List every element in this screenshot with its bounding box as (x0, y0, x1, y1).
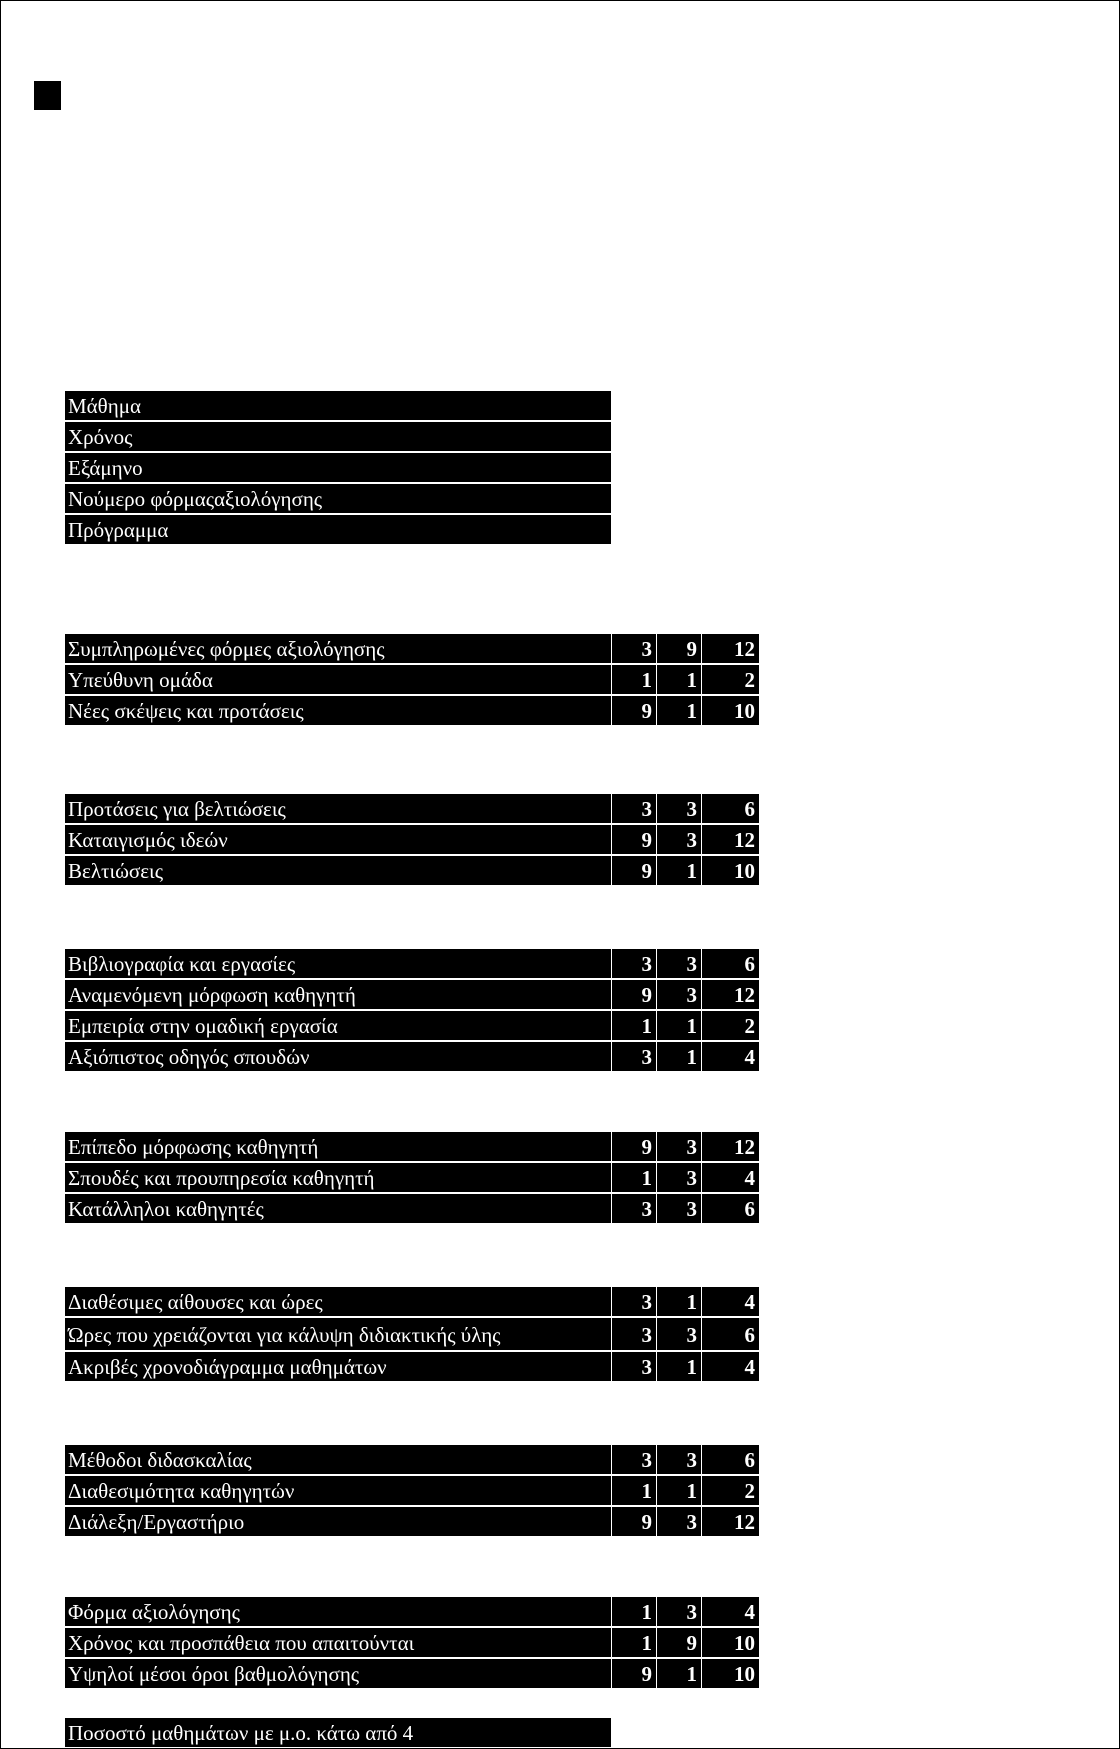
score-total: 4 (702, 1352, 759, 1381)
score-total: 2 (702, 1476, 759, 1505)
criteria-label: Μέθοδοι διδασκαλίας (65, 1445, 611, 1474)
score-total: 12 (702, 980, 759, 1009)
score-a: 9 (612, 825, 656, 854)
score-a: 3 (612, 1352, 656, 1381)
criteria-label: Βελτιώσεις (65, 856, 611, 885)
score-a: 9 (612, 980, 656, 1009)
score-b: 9 (657, 1628, 701, 1657)
score-b: 1 (657, 1659, 701, 1688)
score-b: 3 (657, 794, 701, 823)
score-b: 1 (657, 1476, 701, 1505)
criteria-label: Ακριβές χρονοδιάγραμμα μαθημάτων (65, 1352, 611, 1381)
criteria-label: Κατάλληλοι καθηγητές (65, 1194, 611, 1223)
score-b: 1 (657, 1287, 701, 1316)
criteria-label: Νέες σκέψεις και προτάσεις (65, 696, 611, 725)
score-a: 3 (612, 1445, 656, 1474)
score-b: 9 (657, 634, 701, 663)
criteria-label: Χρόνος και προσπάθεια που απαιτούνται (65, 1628, 611, 1657)
score-a: 3 (612, 1042, 656, 1071)
score-total: 4 (702, 1042, 759, 1071)
score-a: 1 (612, 1011, 656, 1040)
score-b: 3 (657, 949, 701, 978)
criteria-label: Υπεύθυνη ομάδα (65, 665, 611, 694)
criteria-label: Φόρμα αξιολόγησης (65, 1597, 611, 1626)
score-b: 3 (657, 825, 701, 854)
criteria-label: Καταιγισμός ιδεών (65, 825, 611, 854)
header-field-label: Νούμερο φόρμαςαξιολόγησης (65, 484, 611, 513)
criteria-label: Αξιόπιστος οδηγός σπουδών (65, 1042, 611, 1071)
score-b: 1 (657, 1042, 701, 1071)
score-total: 6 (702, 949, 759, 978)
score-b: 3 (657, 1507, 701, 1536)
score-a: 1 (612, 1628, 656, 1657)
score-b: 3 (657, 980, 701, 1009)
criteria-label: Επίπεδο μόρφωσης καθηγητή (65, 1132, 611, 1161)
score-a: 3 (612, 794, 656, 823)
criteria-label: Βιβλιογραφία και εργασίες (65, 949, 611, 978)
score-total: 10 (702, 1628, 759, 1657)
score-total: 6 (702, 1445, 759, 1474)
score-total: 2 (702, 1011, 759, 1040)
score-a: 9 (612, 696, 656, 725)
score-total: 12 (702, 1507, 759, 1536)
score-b: 1 (657, 696, 701, 725)
score-b: 3 (657, 1318, 701, 1350)
score-total: 4 (702, 1163, 759, 1192)
score-a: 1 (612, 1597, 656, 1626)
score-a: 9 (612, 856, 656, 885)
score-a: 1 (612, 1476, 656, 1505)
criteria-label: Εμπειρία στην ομαδική εργασία (65, 1011, 611, 1040)
score-b: 1 (657, 1011, 701, 1040)
score-total: 12 (702, 825, 759, 854)
criteria-label: Υψηλοί μέσοι όροι βαθμολόγησης (65, 1659, 611, 1688)
criteria-label: Διάλεξη/Εργαστήριο (65, 1507, 611, 1536)
score-b: 3 (657, 1445, 701, 1474)
square-bullet-icon (34, 81, 61, 110)
score-b: 1 (657, 1352, 701, 1381)
score-total: 6 (702, 1318, 759, 1350)
criteria-label: Διαθεσιμότητα καθηγητών (65, 1476, 611, 1505)
criteria-label: Συμπληρωμένες φόρμες αξιολόγησης (65, 634, 611, 663)
score-total: 4 (702, 1597, 759, 1626)
criteria-label: Διαθέσιμες αίθουσες και ώρες (65, 1287, 611, 1316)
score-total: 6 (702, 794, 759, 823)
criteria-label: Αναμενόμενη μόρφωση καθηγητή (65, 980, 611, 1009)
footer-field-label: Ποσοστό μαθημάτων με μ.ο. κάτω από 4 (65, 1718, 611, 1747)
score-a: 3 (612, 634, 656, 663)
score-a: 9 (612, 1659, 656, 1688)
score-b: 1 (657, 856, 701, 885)
header-field-label: Μάθημα (65, 391, 611, 420)
score-total: 12 (702, 1132, 759, 1161)
score-total: 10 (702, 1659, 759, 1688)
score-a: 3 (612, 1194, 656, 1223)
score-a: 3 (612, 1318, 656, 1350)
score-total: 12 (702, 634, 759, 663)
score-a: 9 (612, 1507, 656, 1536)
score-a: 1 (612, 665, 656, 694)
score-b: 3 (657, 1194, 701, 1223)
score-a: 3 (612, 949, 656, 978)
criteria-label: Ώρες που χρειάζονται για κάλυψη διδιακτικής ύλης (65, 1318, 611, 1350)
score-a: 1 (612, 1163, 656, 1192)
score-b: 3 (657, 1163, 701, 1192)
score-total: 6 (702, 1194, 759, 1223)
criteria-label: Προτάσεις για βελτιώσεις (65, 794, 611, 823)
score-a: 3 (612, 1287, 656, 1316)
score-total: 10 (702, 856, 759, 885)
score-b: 3 (657, 1597, 701, 1626)
header-field-label: Πρόγραμμα (65, 515, 611, 544)
criteria-label: Σπουδές και προυπηρεσία καθηγητή (65, 1163, 611, 1192)
score-total: 10 (702, 696, 759, 725)
score-total: 4 (702, 1287, 759, 1316)
header-field-label: Εξάμηνο (65, 453, 611, 482)
score-a: 9 (612, 1132, 656, 1161)
header-field-label: Χρόνος (65, 422, 611, 451)
score-b: 1 (657, 665, 701, 694)
score-total: 2 (702, 665, 759, 694)
score-b: 3 (657, 1132, 701, 1161)
